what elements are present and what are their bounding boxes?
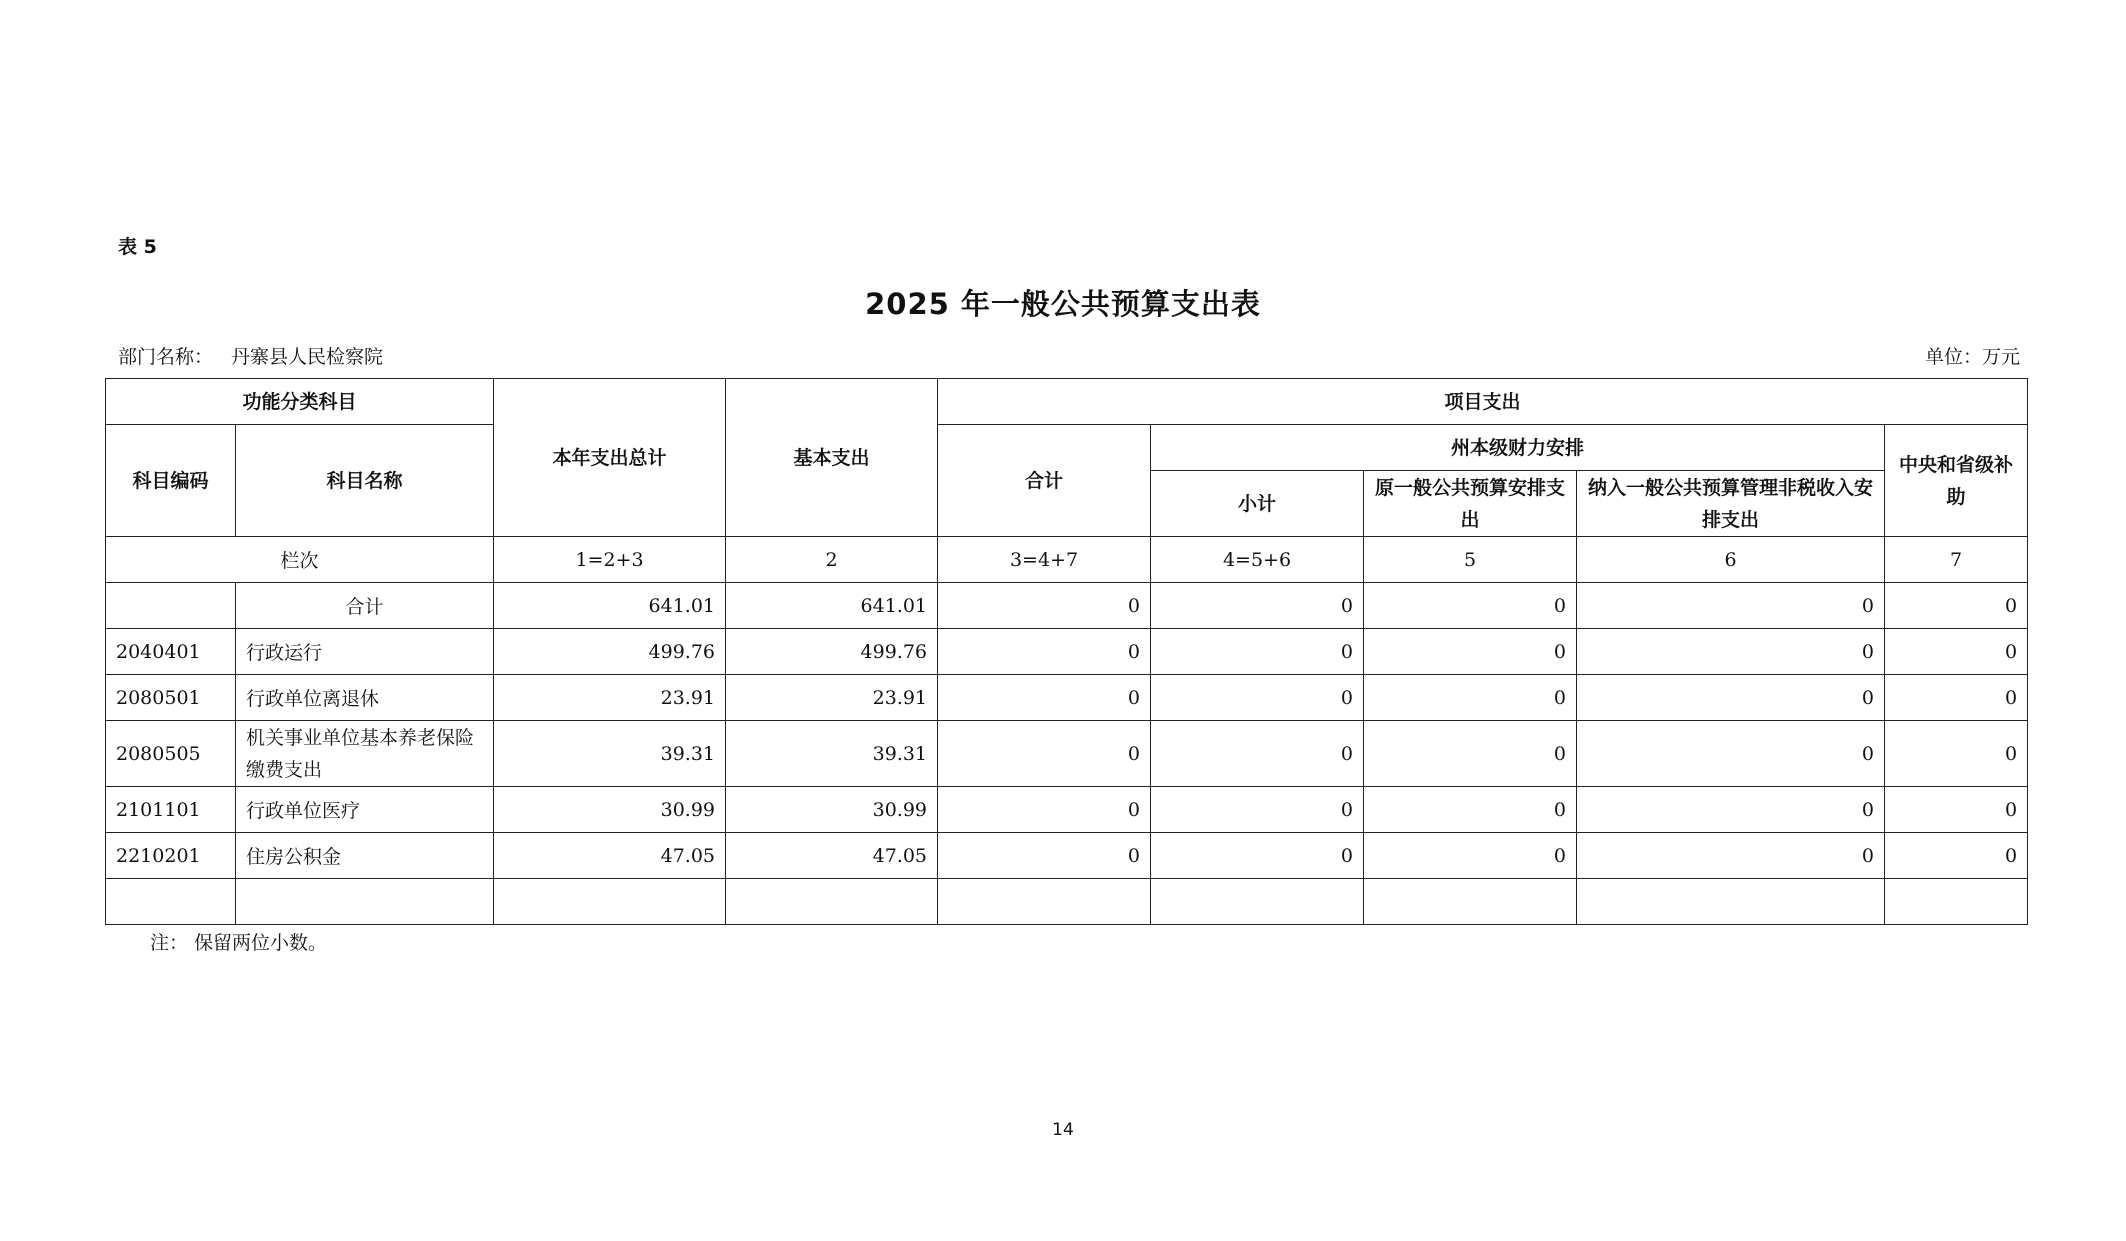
table-row <box>106 583 2028 629</box>
value-cell: 0 <box>938 721 1151 787</box>
name-cell: 行政单位医疗 <box>236 787 494 833</box>
value-cell: 0 <box>1577 583 1885 629</box>
department-label: 部门名称： <box>118 346 214 368</box>
table-row <box>106 787 2028 833</box>
table-row <box>106 721 2028 787</box>
value-cell: 47.05 <box>494 833 726 879</box>
header-subject-code: 科目编码 <box>106 425 236 537</box>
value-cell: 0 <box>1364 787 1577 833</box>
value-cell: 0 <box>1151 833 1364 879</box>
name-cell: 行政运行 <box>236 629 494 675</box>
value-cell: 0 <box>1151 721 1364 787</box>
value-cell: 0 <box>938 787 1151 833</box>
header-basic-expense: 基本支出 <box>726 379 938 537</box>
value-cell: 0 <box>938 629 1151 675</box>
value-cell: 0 <box>1577 833 1885 879</box>
value-cell: 0 <box>1885 833 2028 879</box>
code-cell: 2210201 <box>106 833 236 879</box>
value-cell: 23.91 <box>494 675 726 721</box>
code-cell: 2080501 <box>106 675 236 721</box>
header-central-provincial-subsidy: 中央和省级补助 <box>1885 425 2028 537</box>
code-cell: 2080505 <box>106 721 236 787</box>
header-prefecture-arrangement: 州本级财力安排 <box>1151 425 1885 471</box>
value-cell: 0 <box>1885 629 2028 675</box>
value-cell: 641.01 <box>494 583 726 629</box>
name-cell: 机关事业单位基本养老保险缴费支出 <box>236 721 494 787</box>
value-cell: 0 <box>1577 787 1885 833</box>
index-label: 栏次 <box>106 537 494 583</box>
value-cell: 23.91 <box>726 675 938 721</box>
value-cell: 499.76 <box>494 629 726 675</box>
header-non-tax-included: 纳入一般公共预算管理非税收入安排支出 <box>1577 471 1885 537</box>
page-number: 14 <box>1052 1120 1074 1140</box>
unit-label: 单位：万元 <box>1924 346 2020 368</box>
page-title: 2025 年一般公共预算支出表 <box>865 287 1261 321</box>
value-cell: 0 <box>1364 721 1577 787</box>
index-cell: 5 <box>1364 537 1577 583</box>
code-cell <box>106 583 236 629</box>
header-subject-name: 科目名称 <box>236 425 494 537</box>
value-cell: 0 <box>1151 675 1364 721</box>
table-row <box>106 629 2028 675</box>
value-cell: 0 <box>938 583 1151 629</box>
name-cell: 行政单位离退休 <box>236 675 494 721</box>
budget-table <box>105 378 2028 925</box>
value-cell: 0 <box>1577 675 1885 721</box>
table-label: 表 5 <box>118 236 157 258</box>
header-total: 合计 <box>938 425 1151 537</box>
value-cell: 499.76 <box>726 629 938 675</box>
value-cell: 0 <box>1151 583 1364 629</box>
value-cell: 0 <box>1151 629 1364 675</box>
department-line <box>118 342 383 369</box>
name-cell: 合计 <box>236 583 494 629</box>
index-cell: 3=4+7 <box>938 537 1151 583</box>
index-row <box>106 537 2028 583</box>
index-cell: 1=2+3 <box>494 537 726 583</box>
name-cell: 住房公积金 <box>236 833 494 879</box>
value-cell: 0 <box>1364 629 1577 675</box>
index-cell: 2 <box>726 537 938 583</box>
value-cell: 0 <box>1885 583 2028 629</box>
value-cell: 0 <box>1151 787 1364 833</box>
value-cell: 0 <box>938 675 1151 721</box>
empty-row <box>106 879 2028 925</box>
value-cell: 0 <box>1364 583 1577 629</box>
department-name: 丹寨县人民检察院 <box>231 346 384 368</box>
index-cell: 6 <box>1577 537 1885 583</box>
index-cell: 7 <box>1885 537 2028 583</box>
value-cell: 39.31 <box>494 721 726 787</box>
value-cell: 0 <box>1364 833 1577 879</box>
header-subtotal: 小计 <box>1151 471 1364 537</box>
value-cell: 0 <box>1577 721 1885 787</box>
value-cell: 30.99 <box>494 787 726 833</box>
table-row <box>106 675 2028 721</box>
value-cell: 0 <box>1364 675 1577 721</box>
value-cell: 641.01 <box>726 583 938 629</box>
value-cell: 0 <box>1577 629 1885 675</box>
value-cell: 0 <box>1885 787 2028 833</box>
value-cell: 0 <box>1885 721 2028 787</box>
code-cell: 2101101 <box>106 787 236 833</box>
value-cell: 0 <box>1885 675 2028 721</box>
header-original-general: 原一般公共预算安排支出 <box>1364 471 1577 537</box>
footnote: 注： 保留两位小数。 <box>150 932 328 954</box>
value-cell: 39.31 <box>726 721 938 787</box>
table-row <box>106 833 2028 879</box>
header-project-expense: 项目支出 <box>938 379 2028 425</box>
index-cell: 4=5+6 <box>1151 537 1364 583</box>
value-cell: 47.05 <box>726 833 938 879</box>
value-cell: 30.99 <box>726 787 938 833</box>
code-cell: 2040401 <box>106 629 236 675</box>
header-annual-total: 本年支出总计 <box>494 379 726 537</box>
value-cell: 0 <box>938 833 1151 879</box>
header-func-category: 功能分类科目 <box>106 379 494 425</box>
